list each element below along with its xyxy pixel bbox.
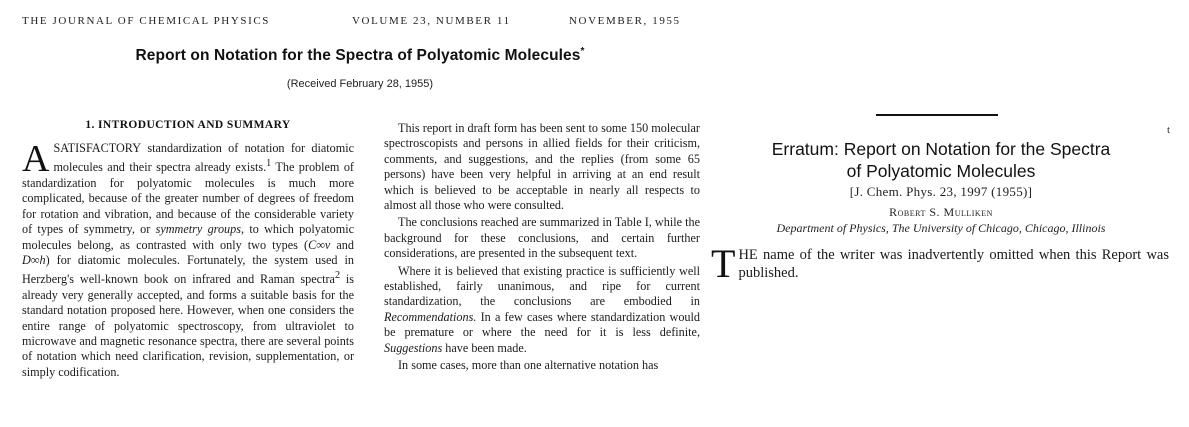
paragraph-alternatives: In some cases, more than one alternative notation has (398, 358, 659, 373)
erratum-title (728, 138, 1154, 182)
text-segment: standardization of notation for diatomic molecules and their spectra already exists. (53, 141, 354, 175)
text-segment: ) for diatomic molecules. Fortunately, the system used in Herzberg's well-known book on infrared and Raman spectra (22, 252, 354, 287)
drop-cap-a: A (22, 141, 50, 180)
lead-word: SATISFACTORY (53, 141, 142, 155)
article-title (60, 46, 660, 65)
footnote-ref-2: 2 (334, 270, 341, 282)
title-footnote-mark: * (580, 46, 585, 57)
text-segment: have been made. (442, 340, 527, 355)
erratum-title-line-1: Erratum: Report on Notation for the Spectra (771, 139, 1111, 159)
erratum-affiliation: Department of Physics, The University of Chicago, Chicago, Illinois (776, 221, 1106, 235)
paragraph-conclusions: The conclusions reached are summarized in Table I, while the background for these conclusions, and certain further considerations, are presented in the subsequent text. (384, 215, 700, 261)
volume-number: VOLUME 23, NUMBER 11 (352, 15, 511, 27)
text-segment: is already very generally accepted, and forms a suitable basis for the standard notation proposed here. However, when one considers the entire range of polyatomic spectroscopy, from ultraviolet to microwave and magnetic resonance spectra, there are several points of notation which need clarification, revision, supplementation, or simply codification. (22, 272, 354, 379)
section-heading: 1. INTRODUCTION AND SUMMARY (85, 119, 291, 131)
italic-term: symmetry groups (155, 222, 241, 237)
text-segment: The problem of standardization for polyatomic molecules is much more complicated, because of the greater number of degrees of freedom for rotation and vibration, and because of the considerable variety of types of symmetry, or (22, 160, 354, 237)
text-segment: , to which polyatomic molecules belong, as contrasted with only two types ( (22, 222, 354, 252)
paragraph-recommendations (384, 264, 700, 356)
text-segment: In a few cases where standardization would be premature or where the need for it is less definite, (384, 309, 700, 340)
drop-cap-t: T (711, 241, 736, 286)
running-head (22, 15, 681, 27)
symmetry-symbol-cinfv: C∞v (308, 237, 331, 252)
erratum-body-text: HE name of the writer was inadvertently omitted when this Report was published. (738, 247, 1169, 281)
italic-recommendations: Recommendations. (384, 309, 477, 324)
italic-suggestions: Suggestions (384, 340, 443, 355)
article-title-text: Report on Notation for the Spectra of Polyatomic Molecules (135, 47, 581, 65)
journal-name: THE JOURNAL OF CHEMICAL PHYSICS (22, 15, 271, 27)
erratum-body (711, 241, 1169, 286)
issue-date: NOVEMBER, 1955 (569, 15, 681, 27)
erratum-separator-rule (876, 114, 998, 116)
erratum-title-line-2: of Polyatomic Molecules (846, 161, 1036, 181)
text-segment: Where it is believed that existing practice is sufficiently well established, fairly unanimous, and ripe for current standardization, the conclusions are embodied in (384, 263, 700, 309)
left-column (22, 141, 354, 411)
erratum-reference: [J. Chem. Phys. 23, 1997 (1955)] (849, 184, 1033, 199)
received-date: (Received February 28, 1955) (286, 78, 434, 90)
middle-column (384, 121, 700, 406)
erratum-author: Robert S. Mulliken (889, 205, 993, 219)
text-segment: and (330, 237, 354, 252)
margin-mark: t (1167, 124, 1171, 136)
intro-paragraph (22, 141, 354, 380)
footnote-ref-1: 1 (266, 158, 272, 170)
paragraph-draft: This report in draft form has been sent to some 150 molecular spectroscopists and persons in allied fields for their criticism, comments, and suggestions, and the replies (from some 65 persons) have been very helpful in arriving at an end result which is believed to be acceptable in nearly all respects to almost all those who were consulted. (384, 121, 700, 213)
symmetry-symbol-dinfh: D∞h (22, 252, 46, 267)
